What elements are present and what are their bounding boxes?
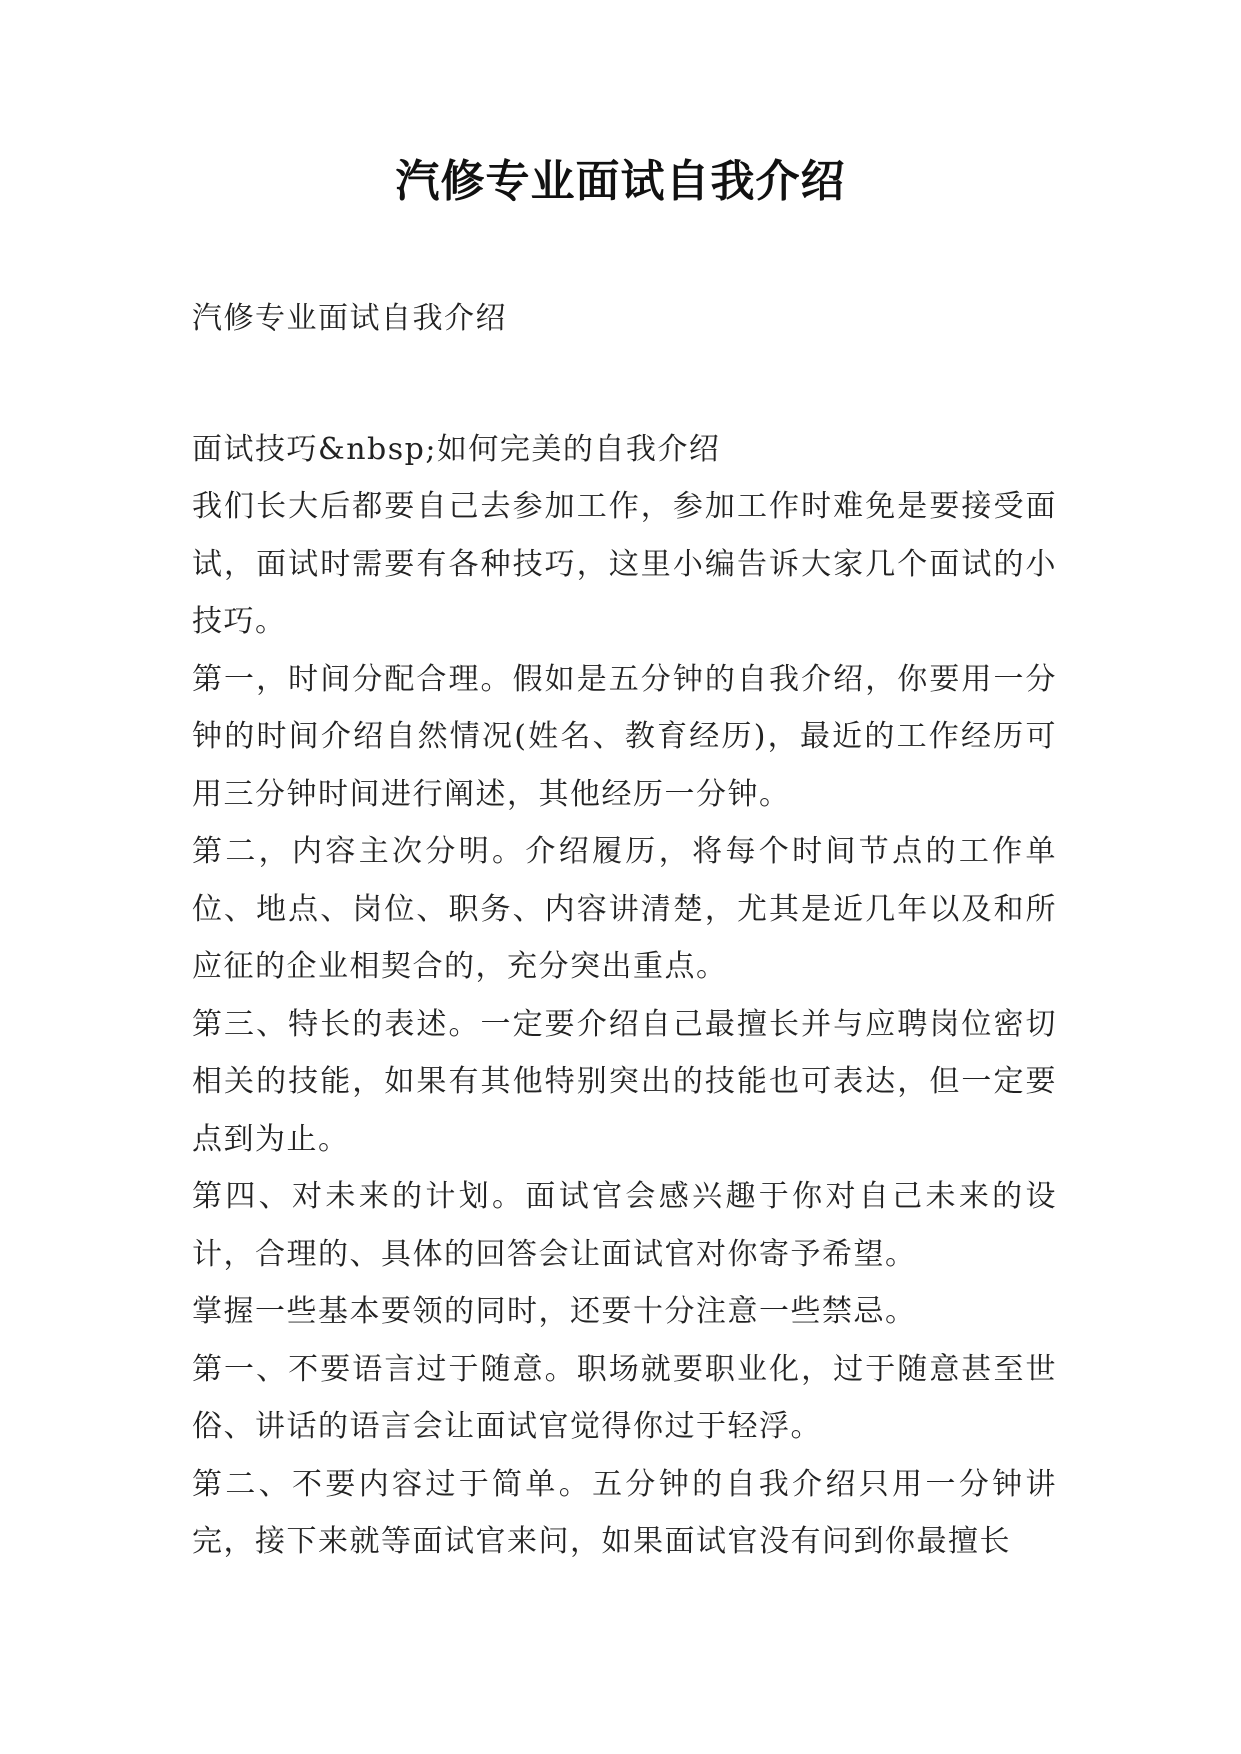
paragraph-tip-4: 第四、对未来的计划。面试官会感兴趣于你对自己未来的设计，合理的、具体的回答会让面试官对你寄予希望。 [192, 1179, 1057, 1272]
document-body [192, 290, 1057, 1571]
document-subtitle: 汽修专业面试自我介绍 [192, 301, 507, 336]
paragraph-taboos-intro: 掌握一些基本要领的同时，还要十分注意一些禁忌。 [192, 1294, 917, 1329]
paragraph-tip-3: 第三、特长的表述。一定要介绍自己最擅长并与应聘岗位密切相关的技能，如果有其他特别突出的技能也可表达，但一定要点到为止。 [192, 1006, 1057, 1157]
document-title: 汽修专业面试自我介绍 [395, 156, 846, 207]
paragraph-tip-1: 第一，时间分配合理。假如是五分钟的自我介绍，你要用一分钟的时间介绍自然情况(姓名、教育经历)，最近的工作经历可用三分钟时间进行阐述，其他经历一分钟。 [192, 661, 1057, 812]
paragraph-tip-2: 第二，内容主次分明。介绍履历，将每个时间节点的工作单位、地点、岗位、职务、内容讲清楚，尤其是近几年以及和所应征的企业相契合的，充分突出重点。 [192, 834, 1057, 984]
paragraph-taboo-1: 第一、不要语言过于随意。职场就要职业化，过于随意甚至世俗、讲话的语言会让面试官觉得你过于轻浮。 [192, 1351, 1057, 1444]
paragraph-interview-tips: 面试技巧&nbsp;如何完美的自我介绍 [192, 431, 721, 467]
paragraph-taboo-2: 第二、不要内容过于简单。五分钟的自我介绍只用一分钟讲完，接下来就等面试官来问，如果面试官没有问到你最擅长 [192, 1466, 1057, 1559]
paragraph-intro: 我们长大后都要自己去参加工作，参加工作时难免是要接受面试，面试时需要有各种技巧，这里小编告诉大家几个面试的小技巧。 [192, 489, 1057, 639]
